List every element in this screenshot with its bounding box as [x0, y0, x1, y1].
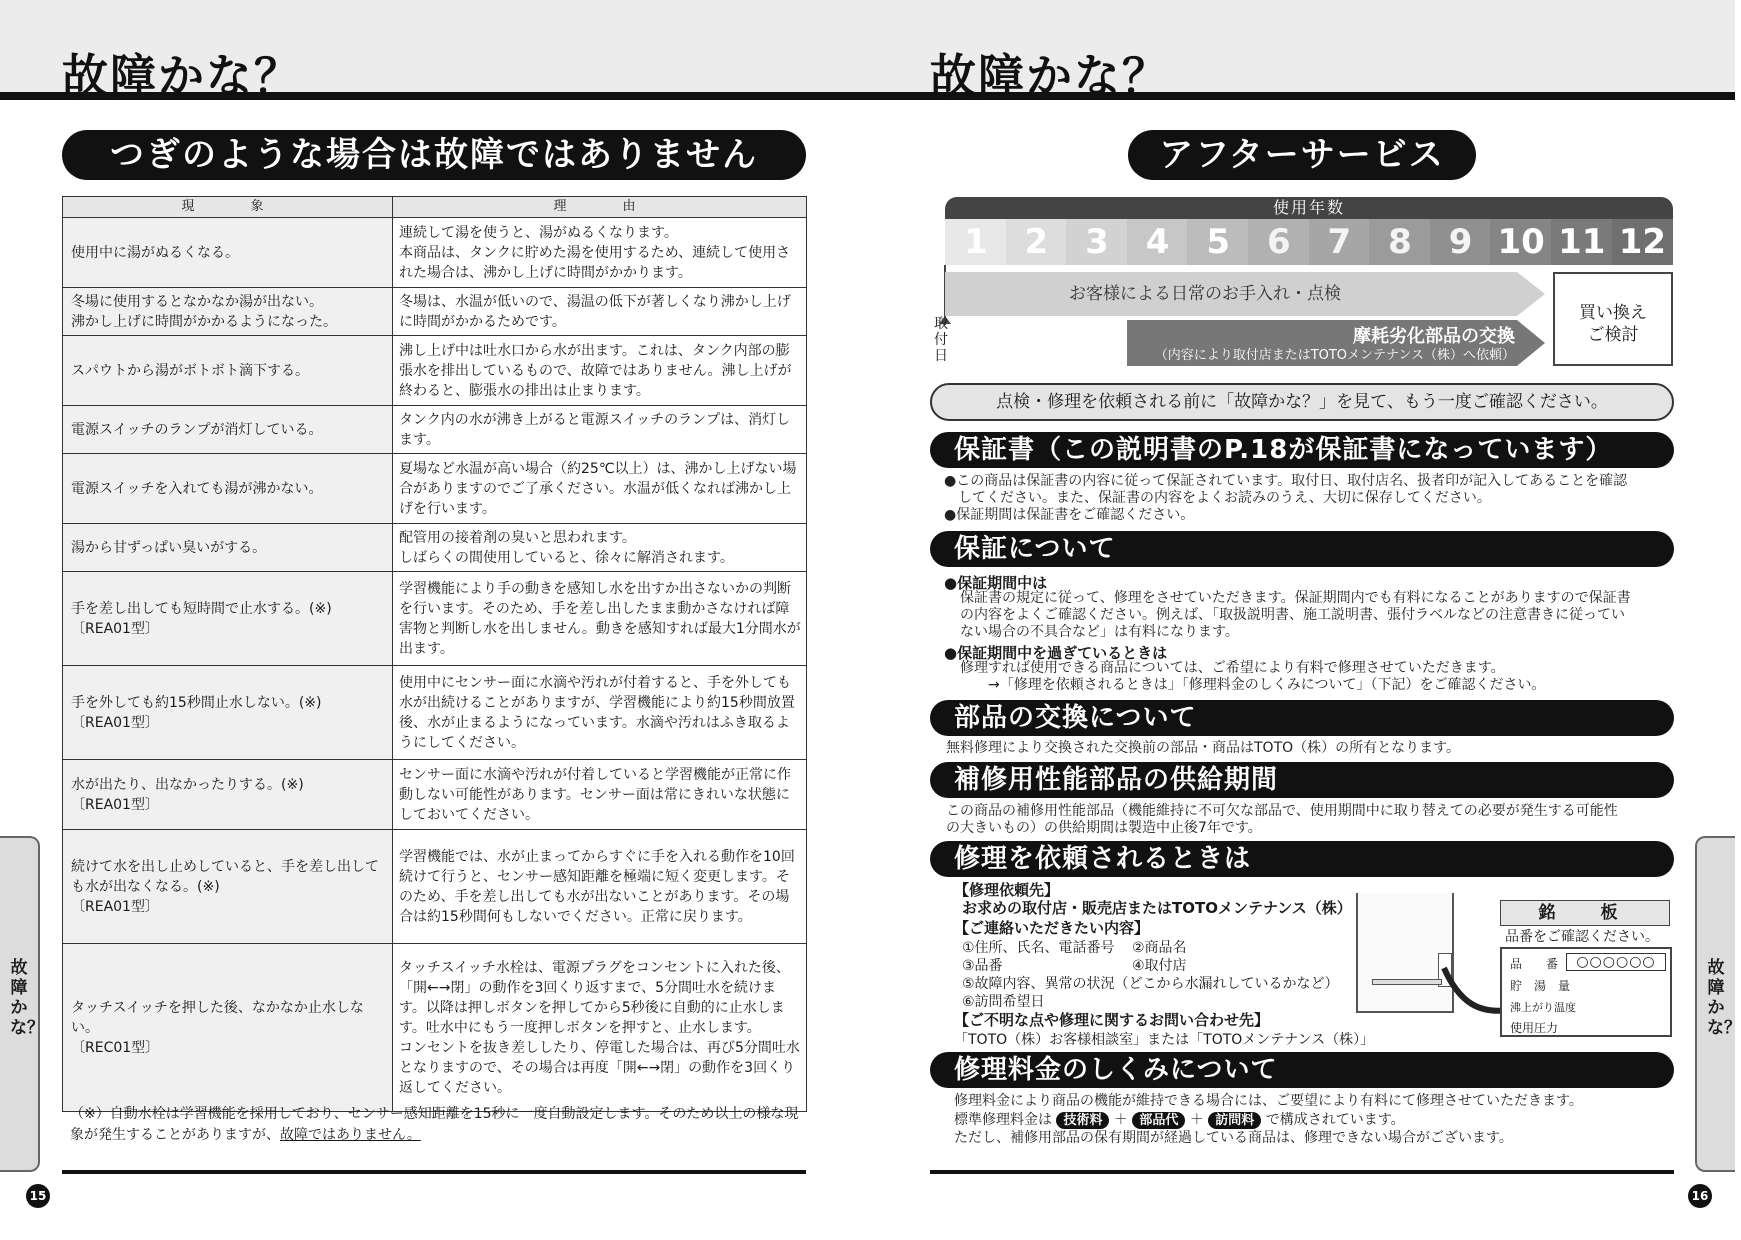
nameplate — [1500, 947, 1672, 1037]
symptom-cell: 手を差し出しても短時間で止水する。(※) 〔REA01型〕 — [63, 572, 393, 666]
parts-supply-line-1: この商品の補修用性能部品（機能維持に不可欠な部品で、使用期間中に取り替えての必要が発生する可能性 — [946, 803, 1618, 819]
repair-inquiry: 「TOTO（株）お客様相談室」または「TOTOメンテナンス（株）」 — [954, 1032, 1375, 1048]
year-cell: 7 — [1309, 219, 1371, 265]
replace-line-1: 買い換え — [1579, 303, 1647, 323]
repair-item-5: ⑤故障内容、異常の状況（どこから水漏れしているかなど） — [962, 976, 1339, 992]
right-banner: アフターサービス — [1128, 130, 1476, 180]
repair-fee-line-3: ただし、補修用部品の保有期間が経過している商品は、修理できない場合がございます。 — [954, 1130, 1513, 1146]
symptom-cell: 湯から甘ずっぱい臭いがする。 — [63, 524, 393, 572]
plus-2: ＋ — [1189, 1112, 1204, 1128]
right-side-tab[interactable] — [1695, 836, 1741, 1172]
nameplate-row-temp: 沸上がり温度 — [1510, 1001, 1576, 1014]
reason-cell: 連続して湯を使うと、湯がぬるくなります。 本商品は、タンクに貯めた湯を使用するため、連続して使用された場合は、沸かし上げに時間がかかります。 — [393, 218, 807, 288]
right-page-number: 16 — [1688, 1184, 1712, 1208]
year-cell: 1 — [945, 219, 1007, 265]
table-row — [63, 406, 807, 454]
warranty-text-2 — [960, 660, 1674, 694]
nameplate-row-pressure: 使用圧力 — [1510, 1021, 1559, 1035]
warranty-line-2: してください。また、保証書の内容をよくお読みのうえ、大切に保存してください。 — [944, 490, 1491, 506]
footnote — [70, 1104, 810, 1146]
reason-cell: 配管用の接着剤の臭いと思われます。 しばらくの間使用していると、徐々に解消されます。 — [393, 524, 807, 572]
section-parts-supply: 補修用性能部品の供給期間 — [930, 762, 1674, 798]
badge-labor: 技術料 — [1056, 1112, 1109, 1129]
repair-item-3: ③品番 — [962, 958, 1003, 974]
reason-cell: 使用中にセンサー面に水滴や汚れが付着すると、手を外しても水が出続けることがありますが、学習機能により約15秒間放置後、水が止まるようになっています。水滴や汚れはふき取るようにしてください。 — [393, 666, 807, 760]
badge-parts: 部品代 — [1132, 1112, 1185, 1129]
reason-cell: 沸し上げ中は吐水口から水が出ます。これは、タンク内部の膨張水を排出しているもので、故障ではありません。沸し上げが終わると、膨張水の排出は止まります。 — [393, 336, 807, 406]
plus-1: ＋ — [1113, 1112, 1128, 1128]
header-reason: 理 由 — [393, 197, 807, 218]
warranty-text-2-line-1: 修理すれば使用できる商品については、ご希望により有料で修理させていただきます。 — [960, 660, 1505, 676]
parts-title: 摩耗劣化部品の交換 — [1353, 326, 1515, 347]
reason-cell: タッチスイッチ水栓は、電源プラグをコンセントに入れた後、「開←→閉」の動作を3回くり返すまで、5分間吐水を続けます。以降は押しボタンを押してから5秒後に自動的に止水します。吐水中にもう一度押しボタンを押すと、止水します。 コンセントを抜き差ししたり、停電した場合は、再び5分間吐水となりますので、その場合は再度「開←→閉」の動作を3回くり返してください。 — [393, 944, 807, 1112]
repair-h3: 【ご不明な点や修理に関するお問い合わせ先】 — [954, 1011, 1270, 1029]
warranty-line-3: ●保証期間は保証書をご確認ください。 — [944, 507, 1195, 523]
warranty-sub-2: ●保証期間中を過ぎているときは — [944, 644, 1168, 662]
replace-box — [1553, 272, 1673, 366]
year-cell: 8 — [1369, 219, 1431, 265]
badge-visit: 訪問料 — [1208, 1112, 1261, 1129]
check-notice: 点検・修理を依頼される前に「故障かな？」を見て、もう一度ご確認ください。 — [930, 383, 1674, 421]
right-side-tab-label: 故障かな？ — [1707, 958, 1741, 1038]
reason-cell: タンク内の水が沸き上がると電源スイッチのランプは、消灯します。 — [393, 406, 807, 454]
table-row — [63, 454, 807, 524]
table-row — [63, 666, 807, 760]
parts-replacement-text: 無料修理により交換された交換前の部品・商品はTOTO（株）の所有となります。 — [946, 740, 1461, 756]
year-cell: 9 — [1430, 219, 1492, 265]
symptom-cell: 続けて水を出し止めしていると、手を差し出しても水が出なくなる。(※) 〔REA01型〕 — [63, 830, 393, 944]
symptom-cell: スパウトから湯がボトボト滴下する。 — [63, 336, 393, 406]
table-row — [63, 572, 807, 666]
symptom-cell: 電源スイッチを入れても湯が沸かない。 — [63, 454, 393, 524]
warranty-text-1 — [960, 590, 1674, 641]
warranty-text-1-line-2: の内容をよくご確認ください。例えば、「取扱説明書、施工説明書、張付ラベルなどの注意書きに従ってい — [960, 607, 1625, 623]
repair-item-4: ④取付店 — [1132, 958, 1187, 974]
repair-item-6: ⑥訪問希望日 — [962, 994, 1045, 1010]
table-row — [63, 336, 807, 406]
left-side-tab-label: 故障かな？ — [10, 958, 44, 1038]
repair-fee-prefix: 標準修理料金は — [954, 1112, 1052, 1128]
warranty-card-text — [944, 473, 1674, 524]
parts-supply-line-2: の大きいもの）の供給期間は製造中止後7年です。 — [946, 820, 1262, 836]
table-row — [63, 218, 807, 288]
table-row — [63, 944, 807, 1112]
symptom-cell: 電源スイッチのランプが消灯している。 — [63, 406, 393, 454]
left-page-title: 故障かな？ — [62, 49, 302, 103]
section-parts-replacement: 部品の交換について — [930, 700, 1674, 736]
nameplate-circles: ○○○○○○ — [1566, 953, 1666, 971]
nameplate-subtitle: 品番をご確認ください。 — [1505, 929, 1659, 945]
symptom-cell: タッチスイッチを押した後、なかなか止水しない。 〔REC01型〕 — [63, 944, 393, 1112]
reason-cell: 学習機能により手の動きを感知し水を出すか出さないかの判断を行います。そのため、手を差し出したまま動かさなければ障害物と判断し水を出しません。動きを感知すれば最大1分間水が出ます。 — [393, 572, 807, 666]
symptom-cell: 冬場に使用するとなかなか湯が出ない。 沸かし上げに時間がかかるようになった。 — [63, 288, 393, 336]
faq-table — [62, 196, 807, 1112]
parts-supply-text — [946, 803, 1674, 837]
section-warranty: 保証について — [930, 531, 1674, 567]
year-cell: 4 — [1127, 219, 1189, 265]
table-row — [63, 760, 807, 830]
parts-subtitle: （内容により取付店またはTOTOメンテナンス（株）へ依頼） — [1154, 348, 1515, 363]
header-symptom: 現 象 — [63, 197, 393, 218]
warranty-line-1: ●この商品は保証書の内容に従って保証されています。取付日、取付店名、扱者印が記入してあることを確認 — [944, 473, 1628, 489]
left-bottom-rule — [62, 1170, 806, 1174]
year-cell: 10 — [1490, 219, 1552, 265]
replace-line-2: ご検討 — [1587, 325, 1639, 345]
reason-cell: 夏場など水温が高い場合（約25℃以上）は、沸かし上げない場合がありますのでご了承ください。水温が低くなれば沸かし上げを行います。 — [393, 454, 807, 524]
symptom-cell: 手を外しても約15秒間止水しない。(※) 〔REA01型〕 — [63, 666, 393, 760]
left-side-tab[interactable] — [0, 836, 44, 1172]
repair-item-1: ①住所、氏名、電話番号 — [962, 940, 1115, 956]
warranty-text-1-line-1: 保証書の規定に従って、修理をさせていただきます。保証期間内でも有料になることがありますので保証書 — [960, 590, 1631, 606]
repair-fee-suffix: で構成されています。 — [1265, 1112, 1405, 1128]
section-repair-fee: 修理料金のしくみについて — [930, 1052, 1674, 1088]
nameplate-title: 銘 板 — [1500, 900, 1670, 926]
footnote-underline: 故障ではありません。 — [280, 1127, 421, 1143]
nameplate-row-capacity: 貯 湯 量 — [1510, 979, 1571, 993]
left-banner: つぎのような場合は故障ではありません — [62, 130, 806, 180]
repair-fee-line-2 — [954, 1112, 1674, 1129]
daily-care-arrow-tip — [1517, 272, 1545, 316]
repair-h1: 【修理依頼先】 — [954, 881, 1060, 899]
year-cell: 6 — [1248, 219, 1310, 265]
table-row — [63, 830, 807, 944]
right-page-title: 故障かな？ — [930, 49, 1170, 103]
section-warranty-card: 保証書（この説明書のP.18が保証書になっています） — [930, 432, 1674, 468]
footnote-text: （※）自動水栓は学習機能を採用しており、センサー感知距離を15秒に一度自動設定します。そのため以上の様な現象が発生することがありますが、 — [70, 1106, 799, 1143]
nameplate-row-model: 品 番 — [1510, 957, 1559, 971]
heater-vent — [1372, 979, 1442, 985]
left-page-number: 15 — [26, 1184, 50, 1208]
table-row — [63, 288, 807, 336]
year-cell: 11 — [1551, 219, 1613, 265]
reason-cell: センサー面に水滴や汚れが付着していると学習機能が正常に作動しない可能性があります。センサー面は常にきれいな状態にしておいてください。 — [393, 760, 807, 830]
symptom-cell: 水が出たり、出なかったりする。(※) 〔REA01型〕 — [63, 760, 393, 830]
year-cell: 3 — [1066, 219, 1128, 265]
repair-h2: 【ご連絡いただきたい内容】 — [954, 919, 1150, 937]
warranty-text-2-line-2: →「修理を依頼されるときは」「修理料金のしくみについて」（下記）をご確認ください。 — [960, 677, 1546, 693]
right-bottom-rule — [930, 1170, 1674, 1174]
warranty-sub-1: ●保証期間中は — [944, 574, 1048, 592]
reason-cell: 冬場は、水温が低いので、湯温の低下が著しくなり沸かし上げに時間がかかるためです。 — [393, 288, 807, 336]
years-label: 使用年数 — [1272, 198, 1345, 217]
repair-contact: お求めの取付店・販売店またはTOTOメンテナンス（株） — [962, 899, 1352, 917]
table-row — [63, 524, 807, 572]
section-repair-request: 修理を依頼されるときは — [930, 841, 1674, 877]
symptom-cell: 使用中に湯がぬるくなる。 — [63, 218, 393, 288]
year-cell: 2 — [1006, 219, 1068, 265]
warranty-text-1-line-3: ない場合の不具合など」は有料になります。 — [960, 624, 1239, 640]
repair-item-2: ②商品名 — [1132, 940, 1187, 956]
year-cell: 5 — [1187, 219, 1249, 265]
daily-care-label: お客様による日常のお手入れ・点検 — [1069, 284, 1341, 304]
year-cell: 12 — [1612, 219, 1674, 265]
repair-fee-line-1: 修理料金により商品の機能が維持できる場合には、ご要望により有料にて修理させていただきます。 — [954, 1093, 1583, 1109]
parts-arrow-tip — [1517, 320, 1545, 366]
install-date-label: 取付日 — [934, 316, 948, 364]
reason-cell: 学習機能では、水が止まってからすぐに手を入れる動作を10回続けて行うと、センサー感知距離を極端に短く変更します。そのため、手を差し出しても水が出ないことがあります。その場合は約15秒間何もしないでください。正常に戻ります。 — [393, 830, 807, 944]
